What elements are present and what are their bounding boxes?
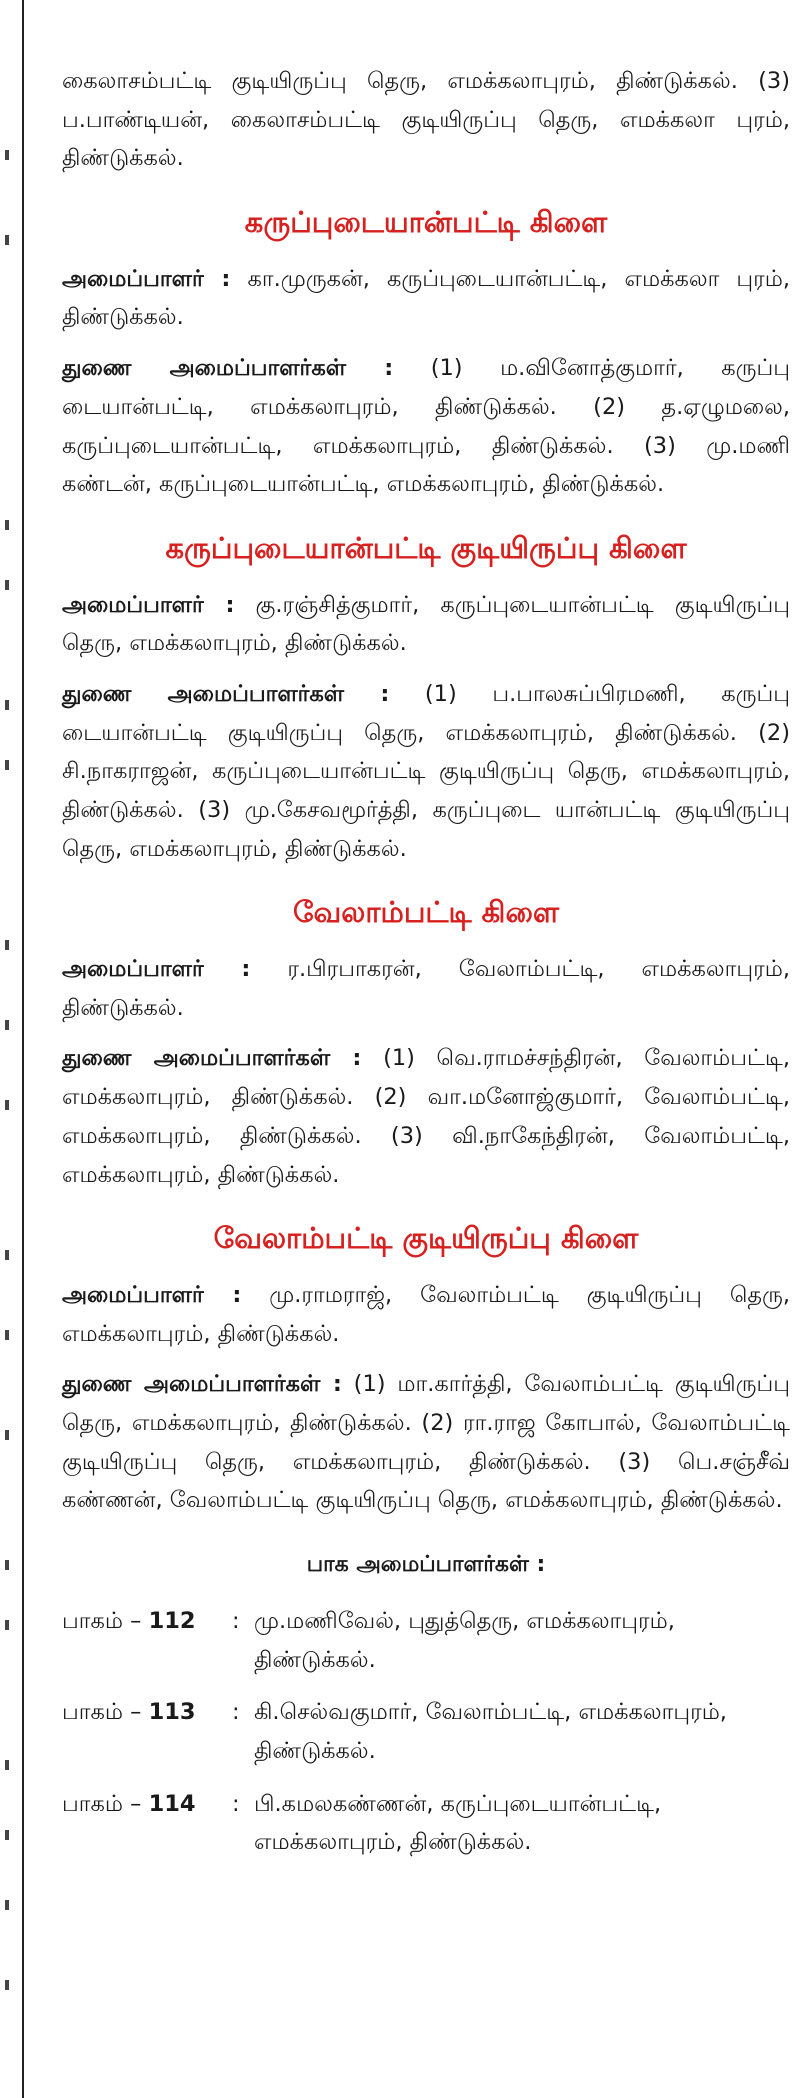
paragraph-text: கைலாசம்பட்டி குடியிருப்பு தெரு, எமக்கலாபுரம், திண்டுக்கல். (3) ப.பாண்டியன், கைலாசம்பட்டி குடியிருப்பு தெரு, எமக்கலா புரம், திண்டுக்கல். [62, 68, 790, 172]
edge-mark [5, 1250, 9, 1260]
deputy-organizers-text: (1) மா.கார்த்தி, வேலாம்பட்டி குடியிருப்பு தெரு, எமக்கலாபுரம், திண்டுக்கல். (2) ரா.ராஜ கோபால், வேலாம்பட்டி குடியிருப்பு தெரு, எமக்கலாபுரம், திண்டுக்கல். (3) பெ.சஞ்சீவ் கண்ணன், வேலாம்பட்டி குடியிருப்பு தெரு, எமக்கலாபுரம், திண்டுக்கல். [62, 1371, 790, 1514]
edge-mark [5, 1100, 9, 1110]
organizer-label: அமைப்பாளர் : [62, 956, 251, 983]
edge-mark [5, 1330, 9, 1340]
edge-mark [5, 150, 9, 160]
section-heading: வேலாம்பட்டி கிளை [292, 895, 560, 930]
organizer-label: அமைப்பாளர் : [62, 1281, 242, 1308]
page-edge-marks [0, 0, 14, 2098]
deputy-organizers-label: துணை அமைப்பாளர்கள் : [62, 1371, 342, 1398]
part-address: பி.கமலகண்ணன், கருப்புடையான்பட்டி, எமக்கலாபுரம், திண்டுக்கல். [254, 1790, 662, 1856]
part-number [62, 1785, 232, 1824]
edge-mark [5, 940, 9, 950]
deputy-organizers-paragraph [62, 1365, 790, 1520]
edge-mark [5, 1760, 9, 1770]
part-colon: : [232, 1607, 240, 1634]
part-address: கி.செல்வகுமார், வேலாம்பட்டி, எமக்கலாபுரம், திண்டுக்கல். [254, 1699, 727, 1764]
section-heading: கருப்புடையான்பட்டி கிளை [244, 205, 608, 240]
organizer-label: அமைப்பாளர் : [62, 265, 231, 292]
section-velampatti-branch [62, 894, 790, 1194]
part-number-value: 112 [148, 1607, 196, 1634]
part-number [62, 1693, 232, 1732]
part-row [62, 1602, 790, 1679]
part-word: பாகம் – [62, 1607, 142, 1634]
part-colon: : [232, 1699, 240, 1726]
part-organizers-section [62, 1546, 790, 1862]
section-velampatti-residential-branch [62, 1220, 790, 1520]
organizer-label: அமைப்பாளர் : [62, 591, 235, 618]
deputy-organizers-text: (1) வெ.ராமச்சந்திரன், வேலாம்பட்டி, எமக்கலாபுரம், திண்டுக்கல். (2) வா.மனோஜ்குமார், வேலாம்பட்டி, எமக்கலாபுரம், திண்டுக்கல். (3) வி.நாகேந்திரன், வேலாம்பட்டி, எமக்கலாபுரம், திண்டுக்கல். [62, 1045, 790, 1188]
edge-mark [5, 1900, 9, 1910]
organizer-paragraph [62, 586, 790, 663]
deputy-organizers-paragraph [62, 1039, 790, 1194]
document-page [62, 62, 790, 1876]
organizer-text: கா.முருகன், கருப்புடையான்பட்டி, எமக்கலா புரம், திண்டுக்கல். [62, 265, 790, 331]
edge-mark [5, 1020, 9, 1030]
part-word: பாகம் – [62, 1699, 142, 1726]
deputy-organizers-paragraph [62, 349, 790, 504]
organizer-paragraph [62, 1276, 790, 1353]
deputy-organizers-label: துணை அமைப்பாளர்கள் : [62, 1045, 362, 1072]
organizer-paragraph [62, 260, 790, 337]
deputy-organizers-text: (1) ம.வினோத்குமார், கருப்பு டையான்பட்டி, எமக்கலாபுரம், திண்டுக்கல். (2) த.ஏழுமலை, கருப்புடையான்பட்டி, எமக்கலாபுரம், திண்டுக்கல். (3) மு.மணி கண்டன், கருப்புடையான்பட்டி, எமக்கலாபுரம், திண்டுக்கல். [62, 355, 790, 498]
section-heading: கருப்புடையான்பட்டி குடியிருப்பு கிளை [165, 530, 687, 565]
deputy-organizers-label: துணை அமைப்பாளர்கள் : [62, 355, 394, 382]
section-heading: வேலாம்பட்டி குடியிருப்பு கிளை [213, 1221, 639, 1256]
edge-mark [5, 580, 9, 590]
edge-mark [5, 760, 9, 770]
part-row [62, 1785, 790, 1862]
page-column-rule [22, 0, 24, 2098]
part-number [62, 1602, 232, 1641]
edge-mark [5, 235, 9, 245]
part-word: பாகம் – [62, 1790, 142, 1817]
part-colon: : [232, 1790, 240, 1817]
section-karuppudaiyanpatti-branch [62, 204, 790, 504]
part-address: மு.மணிவேல், புதுத்தெரு, எமக்கலாபுரம், திண்டுக்கல். [254, 1607, 675, 1673]
organizer-text: ர.பிரபாகரன், வேலாம்பட்டி, எமக்கலாபுரம், திண்டுக்கல். [62, 956, 790, 1021]
organizer-text: கு.ரஞ்சித்குமார், கருப்புடையான்பட்டி குடியிருப்பு தெரு, எமக்கலாபுரம், திண்டுக்கல். [62, 591, 790, 657]
deputy-organizers-text: (1) ப.பாலசுப்பிரமணி, கருப்பு டையான்பட்டி குடியிருப்பு தெரு, எமக்கலாபுரம், திண்டுக்கல். (2) சி.நாகராஜன், கருப்புடையான்பட்டி குடியிருப்பு தெரு, எமக்கலாபுரம், திண்டுக்கல். (3) மு.கேசவமூர்த்தி, கருப்புடை யான்பட்டி குடியிருப்பு தெரு, எமக்கலாபுரம், திண்டுக்கல். [62, 680, 791, 862]
continuation-paragraph [62, 62, 790, 178]
edge-mark [5, 1830, 9, 1840]
deputy-organizers-label: துணை அமைப்பாளர்கள் : [62, 680, 390, 707]
organizer-paragraph [62, 950, 790, 1027]
part-organizers-heading: பாக அமைப்பாளர்கள் : [306, 1552, 546, 1577]
edge-mark [5, 1560, 9, 1570]
organizer-text: மு.ராமராஜ், வேலாம்பட்டி குடியிருப்பு தெரு, எமக்கலாபுரம், திண்டுக்கல். [62, 1281, 790, 1347]
section-continuation [62, 62, 790, 178]
part-number-value: 114 [148, 1790, 196, 1817]
edge-mark [5, 1430, 9, 1440]
edge-mark [5, 520, 9, 530]
edge-mark [5, 700, 9, 710]
deputy-organizers-paragraph [62, 675, 790, 868]
section-karuppudaiyanpatti-residential-branch [62, 530, 790, 869]
part-number-value: 113 [148, 1699, 196, 1726]
edge-mark [5, 1620, 9, 1630]
edge-mark [5, 1980, 9, 1990]
part-row [62, 1693, 790, 1770]
